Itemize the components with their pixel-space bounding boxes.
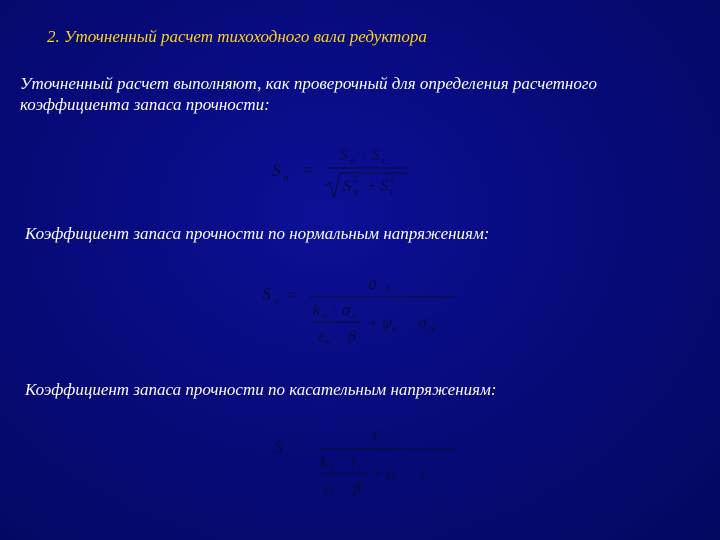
intro-line-1: Уточненный расчет выполняют, как проверочный для определения расчетного <box>20 74 597 93</box>
tangential-lhs-sub: τ <box>286 448 290 460</box>
normal-equals: = <box>286 287 297 304</box>
heading-normal-stress: Коэффициент запаса прочности по нормальным напряжениям: <box>25 224 490 243</box>
heading-tangential-stress: Коэффициент запаса прочности по касательным напряжениям: <box>25 380 497 399</box>
tangential-tau-a: τ <box>350 452 357 471</box>
tangential-numerator-sub: −1 <box>382 435 393 445</box>
total-den-s2: S <box>380 178 388 195</box>
normal-eps-sub: σ <box>326 336 331 347</box>
total-den-pow-1: 2 <box>353 174 358 184</box>
normal-sigma-m-sub: ср <box>428 324 436 333</box>
total-den-sub-1: σ <box>353 187 358 198</box>
tangential-numerator: τ <box>372 424 379 444</box>
normal-beta: β <box>348 328 356 345</box>
tangential-eps: ε <box>323 480 330 497</box>
normal-numerator-sub: −1 <box>380 284 391 294</box>
intro-paragraph <box>20 73 715 115</box>
normal-plus: + <box>368 315 379 332</box>
normal-dot-1: · <box>333 304 337 319</box>
normal-sigma-a-sub: a <box>352 310 356 319</box>
normal-psi: ψ <box>382 315 392 332</box>
normal-numerator: σ <box>368 273 377 293</box>
total-lhs-sub: п <box>283 172 289 184</box>
total-num-sub-a: σ <box>350 156 355 167</box>
normal-eps: ε <box>318 328 325 345</box>
total-den-pow-2: 2 <box>390 174 395 184</box>
tangential-tau-m-sub: ср <box>428 475 436 484</box>
total-den-plus: + <box>366 178 377 195</box>
formula-tangential-safety-factor <box>272 424 472 509</box>
tangential-lhs: S <box>274 437 283 457</box>
normal-k: k <box>313 302 321 319</box>
tangential-plus: + <box>372 466 383 483</box>
total-num-s2: S <box>372 147 380 164</box>
total-den-sub-2: τ <box>390 187 394 198</box>
tangential-dot-2: · <box>344 482 348 497</box>
total-lhs: S <box>272 160 281 180</box>
formula-tangential-svg <box>272 424 472 504</box>
normal-lhs: S <box>262 284 271 304</box>
tangential-equals: = <box>298 440 309 457</box>
tangential-k-sub: τ <box>329 463 333 474</box>
total-num-sub-b: τ <box>382 156 386 167</box>
total-equals: = <box>302 160 315 180</box>
normal-k-sub: σ <box>322 311 327 322</box>
normal-sigma-m: σ <box>418 313 427 332</box>
tangential-tau-m: τ <box>419 464 426 483</box>
formula-normal-svg <box>260 270 470 350</box>
tangential-psi-sub: τ <box>395 475 399 486</box>
normal-sigma-a: σ <box>342 300 351 319</box>
normal-dot-3: · <box>408 317 412 332</box>
total-num-s1: S <box>340 147 348 164</box>
tangential-dot-3: · <box>410 468 414 483</box>
tangential-dot-1: · <box>341 456 345 471</box>
total-den-s1: S <box>343 178 351 195</box>
normal-psi-sub: σ <box>392 324 397 335</box>
formula-total-safety-factor <box>270 143 430 208</box>
tangential-tau-a-sub: a <box>359 462 363 471</box>
tangential-beta: β <box>353 480 361 497</box>
slide-title: 2. Уточненный расчет тихоходного вала редуктора <box>47 27 427 46</box>
formula-normal-safety-factor <box>260 270 470 355</box>
intro-line-2: коэффициента запаса прочности: <box>20 95 270 114</box>
normal-dot-2: · <box>339 330 343 345</box>
formula-total-svg <box>270 143 430 203</box>
tangential-k: k <box>320 454 328 471</box>
tangential-psi: ψ <box>385 466 395 483</box>
normal-lhs-sub: σ <box>274 295 280 307</box>
tangential-eps-sub: τ <box>331 488 335 499</box>
total-num-dot: · <box>362 149 366 164</box>
